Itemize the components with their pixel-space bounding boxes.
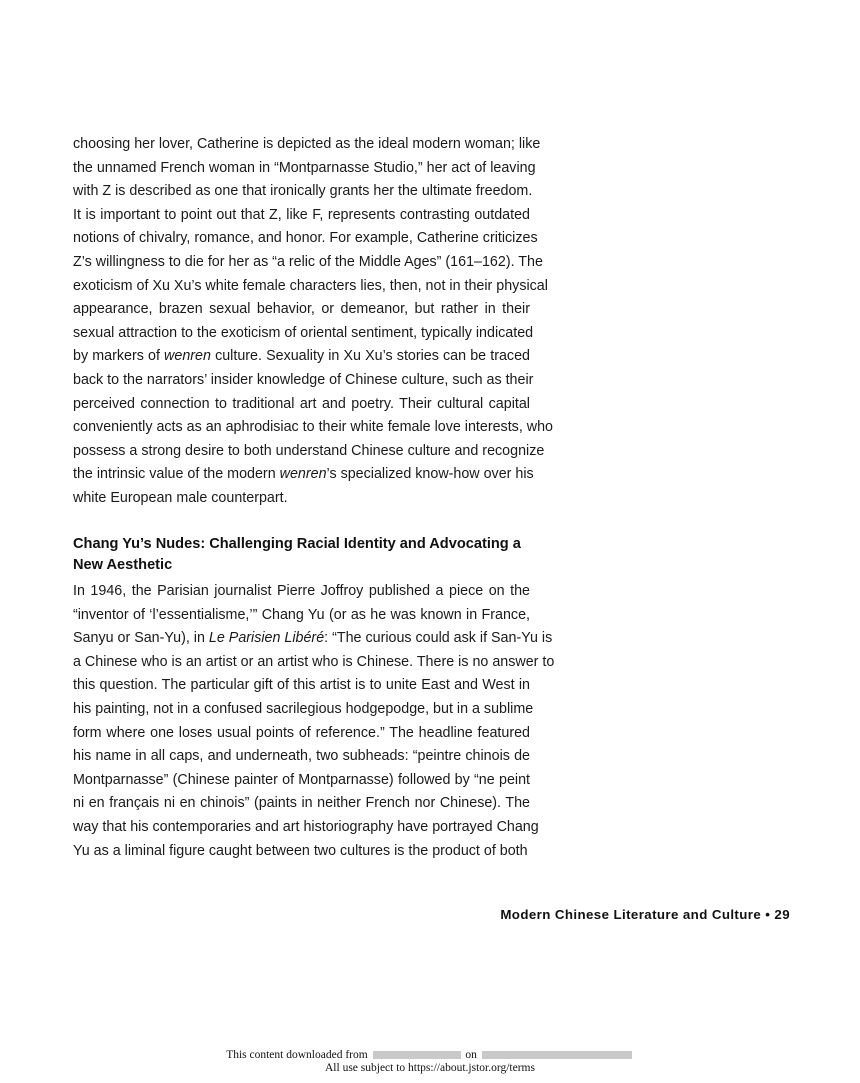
text-line [73,157,536,181]
text-line [73,180,533,204]
text-segment: way that his contemporaries and art historiography have portrayed Chang [73,818,539,835]
text-line [73,651,555,675]
text-segment: Yu as a liminal figure caught between two cultures is the product of both [73,842,528,859]
text-segment: conveniently acts as an aphrodisiac to their white female love interests, who [73,419,553,436]
text-segment: a Chinese who is an artist or an artist who is Chinese. There is no answer to [73,653,555,670]
text-line [73,487,530,511]
text-segment: : “The curious could ask if San-Yu is [324,630,553,647]
text-line [73,722,530,746]
text-line [73,440,545,464]
text-segment: “inventor of ‘l’essentialisme,’” Chang Yu (or as he was known in France, [73,606,530,623]
text-segment: In 1946, the Parisian journalist Pierre Joffroy published a piece on the [73,583,530,599]
section-heading: Chang Yu’s Nudes: Challenging Racial Identity and Advocating a New Aesthetic [73,536,521,573]
text-segment: culture. Sexuality in Xu Xu’s stories can be traced [210,348,530,365]
download-prefix: This content downloaded from [226,1049,368,1061]
text-segment: Montparnasse” (Chinese painter of Montparnasse) followed by “ne peint [73,771,530,788]
text-line [73,463,534,487]
body-paragraph-2 [73,580,555,863]
text-segment: Z’s willingness to die for her as “a relic of the Middle Ages” (161–162). The [73,253,543,270]
text-segment: Sanyu or San-Yu), in [73,630,209,647]
text-line [73,133,541,157]
text-segment: choosing her lover, Catherine is depicted as the ideal modern woman; like [73,136,541,152]
text-line [73,816,539,840]
text-line [73,745,530,769]
text-segment: exoticism of Xu Xu’s white female characters lies, then, not in their physical [73,277,548,294]
text-line [73,627,553,651]
redacted-ip-address [373,1051,461,1059]
text-segment: perceived connection to traditional art and poetry. Their cultural capital [73,395,530,412]
text-segment: form where one loses usual points of reference.” The headline featured [73,724,530,741]
text-segment: his name in all caps, and underneath, two subheads: “peintre chinois de [73,748,530,765]
text-segment: appearance, brazen sexual behavior, or demeanor, but rather in their [73,301,530,318]
text-segment: It is important to point out that Z, like F, represents contrasting outdated [73,206,530,223]
text-line [73,251,543,275]
text-line [73,298,530,322]
text-line [73,698,534,722]
italic-text: wenren [279,466,327,483]
text-line [73,580,530,604]
text-line [73,345,530,369]
text-line [73,604,530,628]
italic-text: wenren [164,348,211,365]
text-line [73,769,530,793]
running-footer-page-number: Modern Chinese Literature and Culture • 29 [500,907,790,922]
text-line [73,275,548,299]
text-segment: ’s specialized know-how over his [326,466,534,483]
text-line [73,674,530,698]
text-segment: ni en français ni en chinois” (paints in neither French nor Chinese). The [73,795,530,812]
text-segment: notions of chivalry, romance, and honor. For example, Catherine criticizes [73,230,538,247]
jstor-download-notice [0,1049,860,1075]
text-segment: possess a strong desire to both understand Chinese culture and recognize [73,442,545,459]
text-line [73,840,530,864]
text-line [73,369,534,393]
download-on: on [465,1049,477,1061]
text-segment: with Z is described as one that ironically grants her the ultimate freedom. [73,183,533,200]
text-segment: this question. The particular gift of this artist is to unite East and West in [73,677,530,694]
text-line [73,322,534,346]
text-segment: the intrinsic value of the modern [73,466,280,483]
text-segment: back to the narrators’ insider knowledge of Chinese culture, such as their [73,371,534,388]
text-line [73,792,530,816]
text-segment: sexual attraction to the exoticism of oriental sentiment, typically indicated [73,324,534,341]
text-line [73,393,530,417]
terms-notice: All use subject to https://about.jstor.org/terms [325,1062,535,1074]
text-segment: the unnamed French woman in “Montparnasse Studio,” her act of leaving [73,159,536,176]
text-line [73,227,538,251]
redacted-timestamp [482,1051,632,1059]
text-segment: by markers of [73,348,165,365]
text-line [73,204,530,228]
text-segment: his painting, not in a confused sacrilegious hodgepodge, but in a sublime [73,700,534,717]
body-paragraph-1 [73,133,553,511]
text-line [73,416,553,440]
text-segment: white European male counterpart. [73,489,288,506]
italic-text: Le Parisien Libéré [208,630,325,647]
